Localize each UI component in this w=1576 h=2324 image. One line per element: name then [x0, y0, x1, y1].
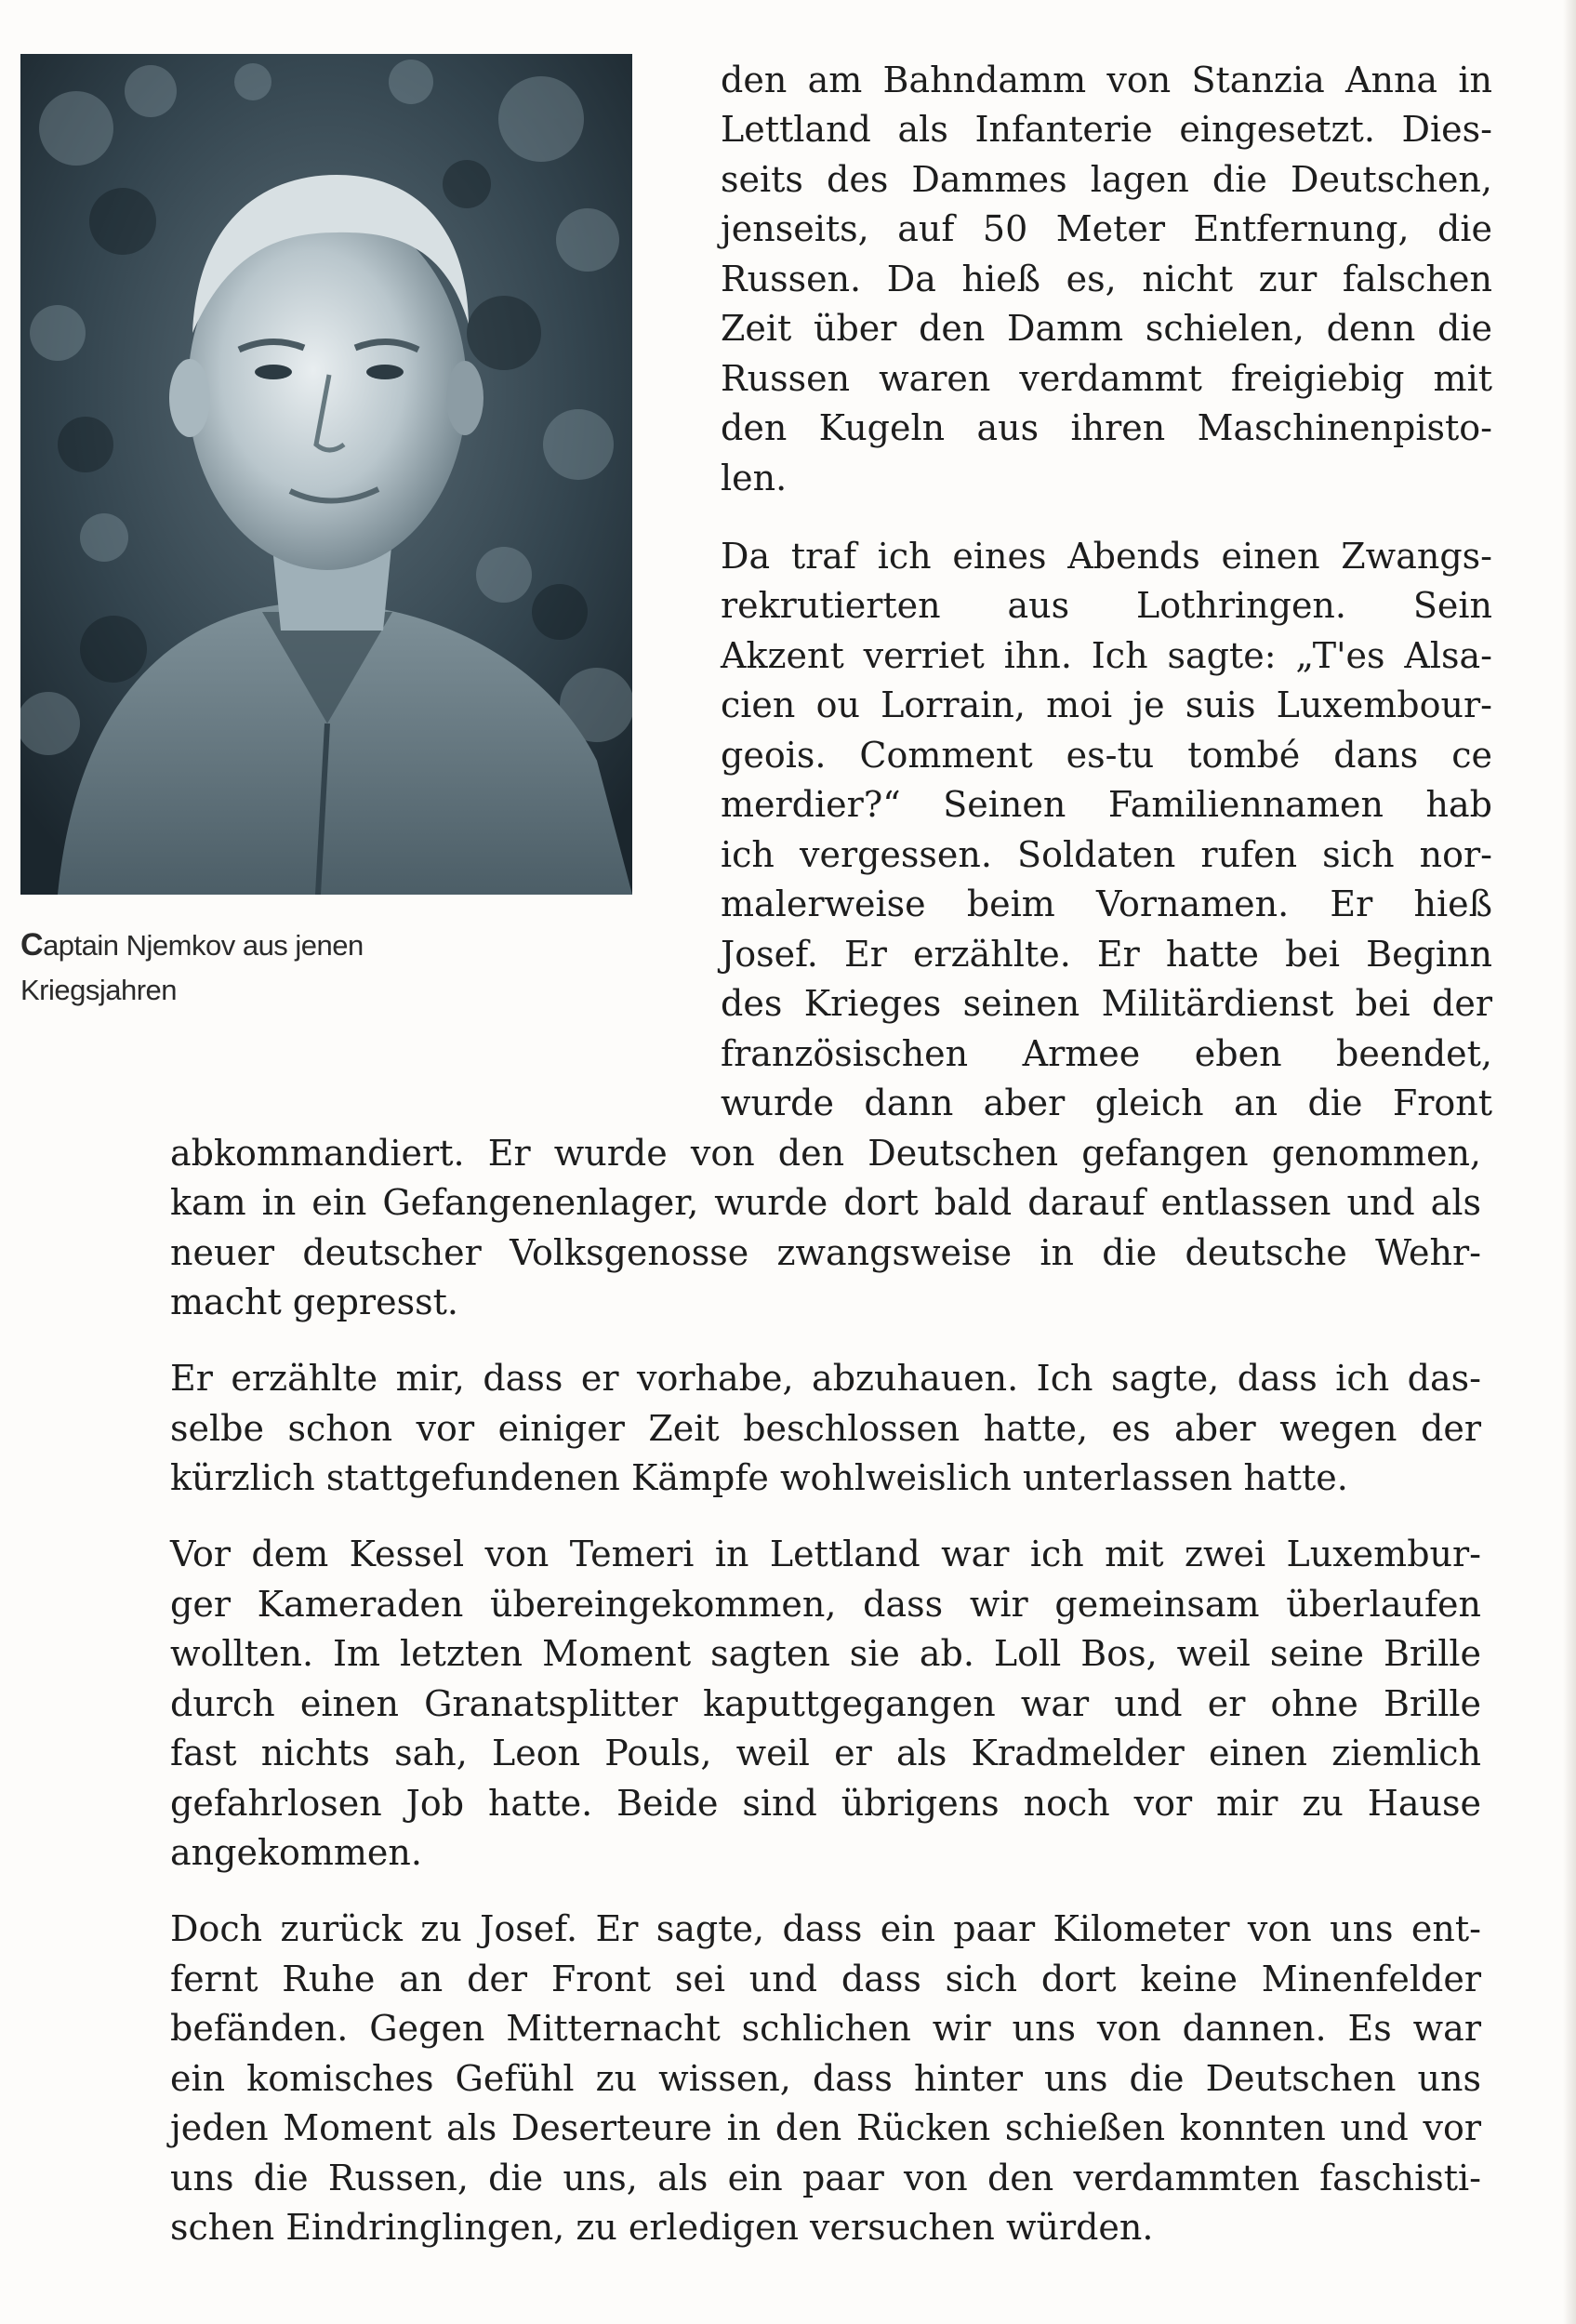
text-line: des Krieges seinen Militärdienst bei der [721, 983, 1492, 1024]
text-line: Er erzählte mir, dass er vorhabe, abzuhauen. Ich sagte, dass ich das- [170, 1358, 1481, 1399]
text-line: befänden. Gegen Mitternacht schlichen wir uns von dannen. Es war [170, 2008, 1481, 2049]
text-line: wurde dann aber gleich an die Front [721, 1082, 1492, 1123]
text-line: macht gepresst. [170, 1282, 458, 1322]
portrait-photo-icon [20, 54, 632, 895]
text-line: den am Bahndamm von Stanzia Anna in [721, 60, 1492, 100]
text-line: abkommandiert. Er wurde von den Deutschen gefangen genommen, [170, 1133, 1481, 1174]
text-line: angekommen. [170, 1832, 422, 1873]
text-line: Lettland als Infanterie eingesetzt. Dies- [721, 109, 1492, 150]
text-line: fernt Ruhe an der Front sei und dass sich dort keine Minenfelder [170, 1959, 1481, 1999]
text-line: geois. Comment es-tu tombé dans ce [721, 735, 1492, 776]
caption-initial: C [20, 927, 44, 963]
text-line: kam in ein Gefangenenlager, wurde dort bald darauf entlassen und als [170, 1182, 1481, 1223]
text-line: gefahrlosen Job hatte. Beide sind übrigens noch vor mir zu Hause [170, 1783, 1481, 1824]
text-line: ich vergessen. Soldaten rufen sich nor- [721, 834, 1492, 875]
text-line: wollten. Im letzten Moment sagten sie ab. Loll Bos, weil seine Brille [170, 1633, 1481, 1674]
text-line: jeden Moment als Deserteure in den Rücken schießen konnten und vor [170, 2107, 1481, 2148]
caption-line-1-text: aptain Njemkov aus jenen [43, 929, 364, 962]
text-line: Da traf ich eines Abends einen Zwangs- [721, 536, 1492, 577]
text-line: Vor dem Kessel von Temeri in Lettland war ich mit zwei Luxembur- [170, 1534, 1481, 1574]
text-line: den Kugeln aus ihren Maschinenpisto- [721, 407, 1492, 448]
photo-caption [20, 923, 457, 1013]
text-line: cien ou Lorrain, moi je suis Luxembour- [721, 684, 1492, 725]
text-line: uns die Russen, die uns, als ein paar von den verdammten faschisti- [170, 2158, 1481, 2198]
text-line: seits des Dammes lagen die Deutschen, [721, 159, 1492, 200]
text-line: ger Kameraden übereingekommen, dass wir gemeinsam überlaufen [170, 1584, 1481, 1625]
text-line: kürzlich stattgefundenen Kämpfe wohlweislich unterlassen hatte. [170, 1457, 1348, 1498]
portrait-photo [20, 54, 632, 895]
text-line: Russen. Da hieß es, nicht zur falschen [721, 259, 1492, 299]
text-line: durch einen Granatsplitter kaputtgegangen war und er ohne Brille [170, 1683, 1481, 1724]
caption-line-2: Kriegsjahren [20, 974, 178, 1006]
text-line: rekrutierten aus Lothringen. Sein [721, 585, 1492, 626]
text-line: Zeit über den Damm schielen, denn die [721, 308, 1492, 349]
text-line: fast nichts sah, Leon Pouls, weil er als Kradmelder einen ziemlich [170, 1733, 1481, 1773]
text-line: ein komisches Gefühl zu wissen, dass hinter uns die Deutschen uns [170, 2058, 1481, 2099]
text-line: Doch zurück zu Josef. Er sagte, dass ein paar Kilometer von uns ent- [170, 1908, 1481, 1949]
text-line: französischen Armee eben beendet, [721, 1033, 1492, 1074]
text-line: selbe schon vor einiger Zeit beschlossen hatte, es aber wegen der [170, 1408, 1481, 1449]
text-line: Akzent verriet ihn. Ich sagte: „T'es Alsa- [721, 635, 1492, 676]
text-line: Josef. Er erzählte. Er hatte bei Beginn [721, 934, 1492, 975]
page-edge-shadow [1563, 0, 1576, 2324]
text-line: jenseits, auf 50 Meter Entfernung, die [721, 208, 1492, 249]
text-line: schen Eindringlingen, zu erledigen versuchen würden. [170, 2207, 1154, 2248]
text-line: neuer deutscher Volksgenosse zwangsweise in die deutsche Wehr- [170, 1232, 1481, 1273]
text-line: len. [721, 458, 788, 498]
text-line: merdier?“ Seinen Familiennamen hab [721, 784, 1492, 825]
text-line: malerweise beim Vornamen. Er hieß [721, 883, 1492, 924]
caption-line-1 [20, 923, 457, 968]
text-line: Russen waren verdammt freigiebig mit [721, 358, 1492, 399]
